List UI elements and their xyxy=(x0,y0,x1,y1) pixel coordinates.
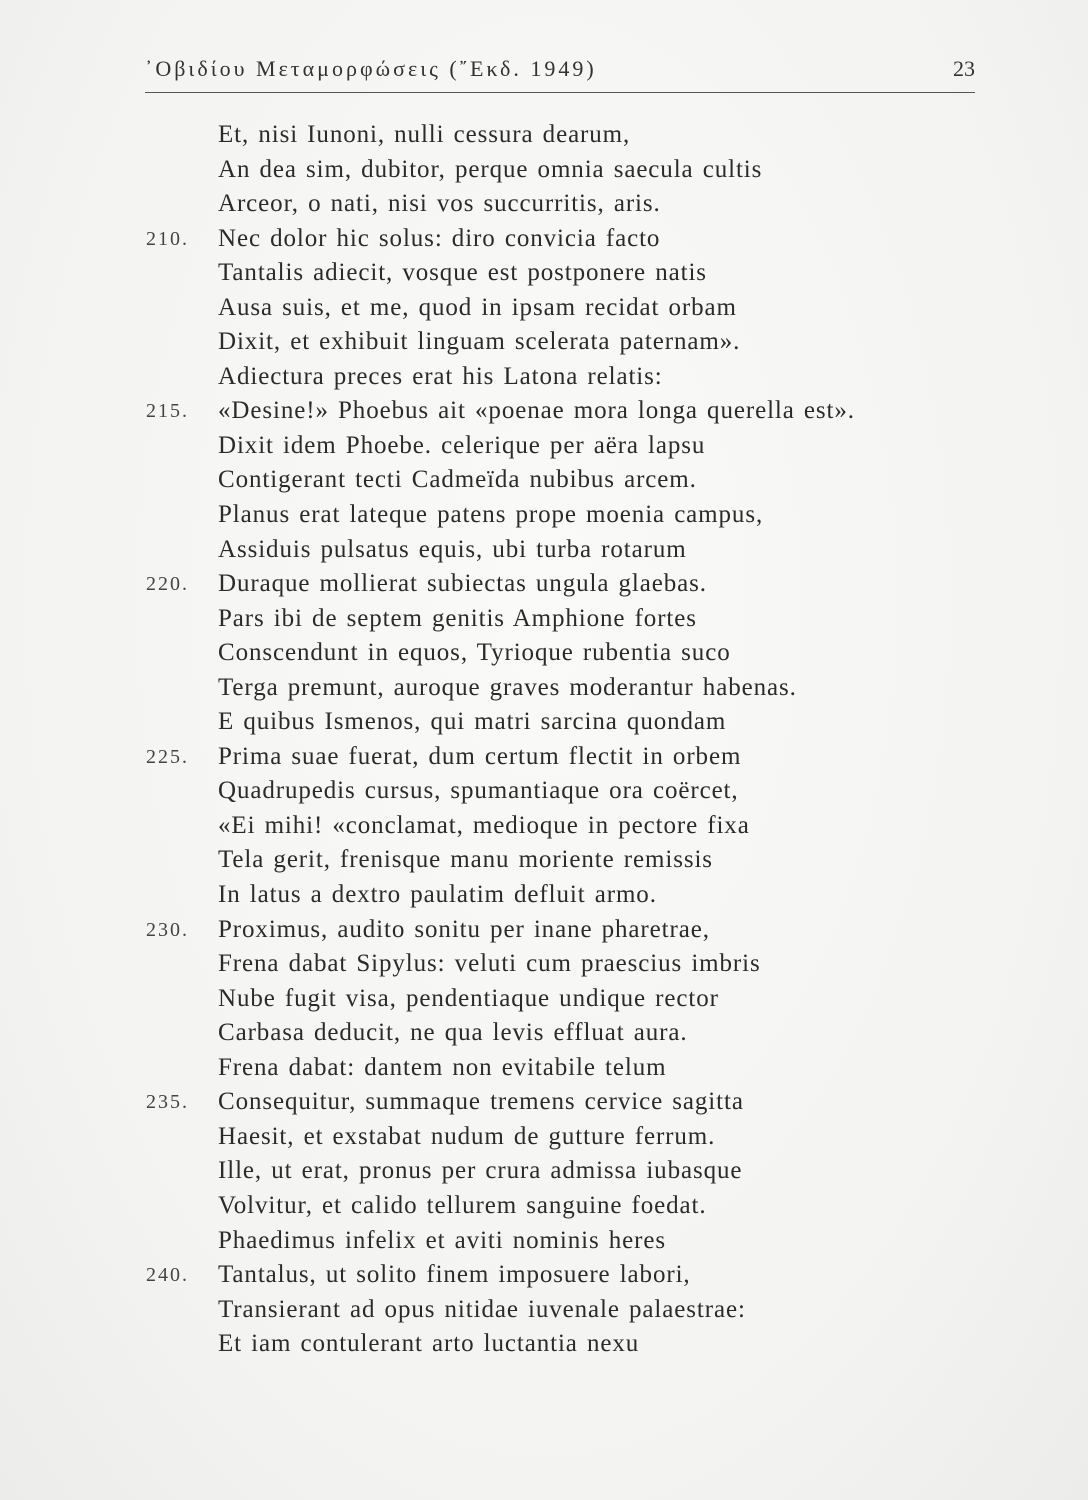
verse-text: Tantalus, ut solito finem imposuere labori, xyxy=(218,1261,691,1289)
verse-text: Terga premunt, auroque graves moderantur habenas. xyxy=(218,673,797,701)
verse-text: Carbasa deducit, ne qua levis effluat aura. xyxy=(218,1019,688,1047)
verse-line xyxy=(0,878,1088,913)
page-number: 23 xyxy=(953,56,975,81)
verse-text: In latus a dextro paulatim defluit armo. xyxy=(218,881,657,909)
verse-text: An dea sim, dubitor, perque omnia saecula cultis xyxy=(218,155,763,183)
verse-line xyxy=(0,153,1088,188)
verse-text: Contigerant tecti Cadmeïda nubibus arcem. xyxy=(218,466,697,494)
verse-text: Duraque mollierat subiectas ungula glaebas. xyxy=(218,570,707,598)
verse-line xyxy=(0,809,1088,844)
running-head xyxy=(145,56,975,92)
verse-line xyxy=(0,118,1088,153)
verse-text: Adiectura preces erat his Latona relatis: xyxy=(218,362,663,390)
verse-line xyxy=(0,1293,1088,1328)
verse-line xyxy=(0,913,1088,948)
verse-text: «Ei mihi! «conclamat, medioque in pectore fixa xyxy=(218,811,750,839)
verse-line xyxy=(0,705,1088,740)
verse-text: Prima suae fuerat, dum certum flectit in orbem xyxy=(218,742,742,770)
verse-line xyxy=(0,498,1088,533)
verse-line xyxy=(0,1120,1088,1155)
verse-line xyxy=(0,429,1088,464)
verse-line xyxy=(0,947,1088,982)
verse-text: «Desine!» Phoebus ait «poenae mora longa querella est». xyxy=(218,397,855,425)
verse-line xyxy=(0,1051,1088,1086)
verse-line xyxy=(0,291,1088,326)
verse-text: Arceor, o nati, nisi vos succurritis, aris. xyxy=(218,190,661,218)
verse-text: Quadrupedis cursus, spumantiaque ora coërcet, xyxy=(218,777,739,805)
verse-text: Haesit, et exstabat nudum de gutture ferrum. xyxy=(218,1122,716,1150)
line-number: 215. xyxy=(146,400,189,423)
verse-text: Transierant ad opus nitidae iuvenale palaestrae: xyxy=(218,1295,746,1323)
verse-line xyxy=(0,360,1088,395)
verse-text: Frena dabat: dantem non evitabile telum xyxy=(218,1053,667,1081)
verse-line xyxy=(0,567,1088,602)
verse-line xyxy=(0,394,1088,429)
verse-block xyxy=(0,118,1088,1362)
verse-line xyxy=(0,636,1088,671)
verse-text: Ille, ut erat, pronus per crura admissa iubasque xyxy=(218,1157,743,1185)
verse-line xyxy=(0,1224,1088,1259)
line-number: 225. xyxy=(146,745,189,768)
verse-text: Tela gerit, frenisque manu moriente remissis xyxy=(218,846,713,874)
verse-text: Pars ibi de septem genitis Amphione fortes xyxy=(218,604,697,632)
verse-text: Frena dabat Sipylus: veluti cum praescius imbris xyxy=(218,950,761,978)
verse-text: Proximus, audito sonitu per inane pharetrae, xyxy=(218,915,710,943)
verse-line xyxy=(0,774,1088,809)
verse-line xyxy=(0,1085,1088,1120)
verse-text: Tantalis adiecit, vosque est postponere natis xyxy=(218,259,707,287)
verse-text: Ausa suis, et me, quod in ipsam recidat orbam xyxy=(218,293,737,321)
verse-line xyxy=(0,1154,1088,1189)
verse-line xyxy=(0,1189,1088,1224)
line-number: 220. xyxy=(146,573,189,596)
verse-line xyxy=(0,256,1088,291)
line-number: 235. xyxy=(146,1091,189,1114)
verse-line xyxy=(0,1016,1088,1051)
verse-line xyxy=(0,533,1088,568)
verse-text: Consequitur, summaque tremens cervice sagitta xyxy=(218,1088,744,1116)
verse-line xyxy=(0,843,1088,878)
verse-line xyxy=(0,602,1088,637)
verse-line xyxy=(0,671,1088,706)
verse-text: Et, nisi Iunoni, nulli cessura dearum, xyxy=(218,121,631,148)
running-title: ᾿Οβιδίου Μεταμορφώσεις (῎Εκδ. 1949) xyxy=(145,56,597,81)
verse-line xyxy=(0,740,1088,775)
verse-text: Nube fugit visa, pendentiaque undique rector xyxy=(218,984,719,1012)
verse-text: Planus erat lateque patens prope moenia campus, xyxy=(218,501,764,529)
verse-line xyxy=(0,222,1088,257)
verse-text: Nec dolor hic solus: diro convicia facto xyxy=(218,224,661,252)
verse-text: Dixit idem Phoebe. celerique per aëra lapsu xyxy=(218,431,706,459)
verse-line xyxy=(0,1258,1088,1293)
verse-line xyxy=(0,463,1088,498)
verse-text: Phaedimus infelix et aviti nominis heres xyxy=(218,1226,667,1254)
verse-text: Dixit, et exhibuit linguam scelerata paternam». xyxy=(218,328,741,356)
verse-line xyxy=(0,325,1088,360)
verse-text: Et iam contulerant arto luctantia nexu xyxy=(218,1330,640,1358)
verse-text: E quibus Ismenos, qui matri sarcina quondam xyxy=(218,708,727,736)
header-rule xyxy=(145,92,975,93)
line-number: 230. xyxy=(146,918,189,941)
verse-text: Volvitur, et calido tellurem sanguine foedat. xyxy=(218,1191,707,1219)
verse-line xyxy=(0,187,1088,222)
verse-line xyxy=(0,1327,1088,1362)
verse-text: Conscendunt in equos, Tyrioque rubentia suco xyxy=(218,639,731,667)
verse-line xyxy=(0,982,1088,1017)
line-number: 240. xyxy=(146,1264,189,1287)
verse-text: Assiduis pulsatus equis, ubi turba rotarum xyxy=(218,535,687,563)
line-number: 210. xyxy=(146,227,189,250)
